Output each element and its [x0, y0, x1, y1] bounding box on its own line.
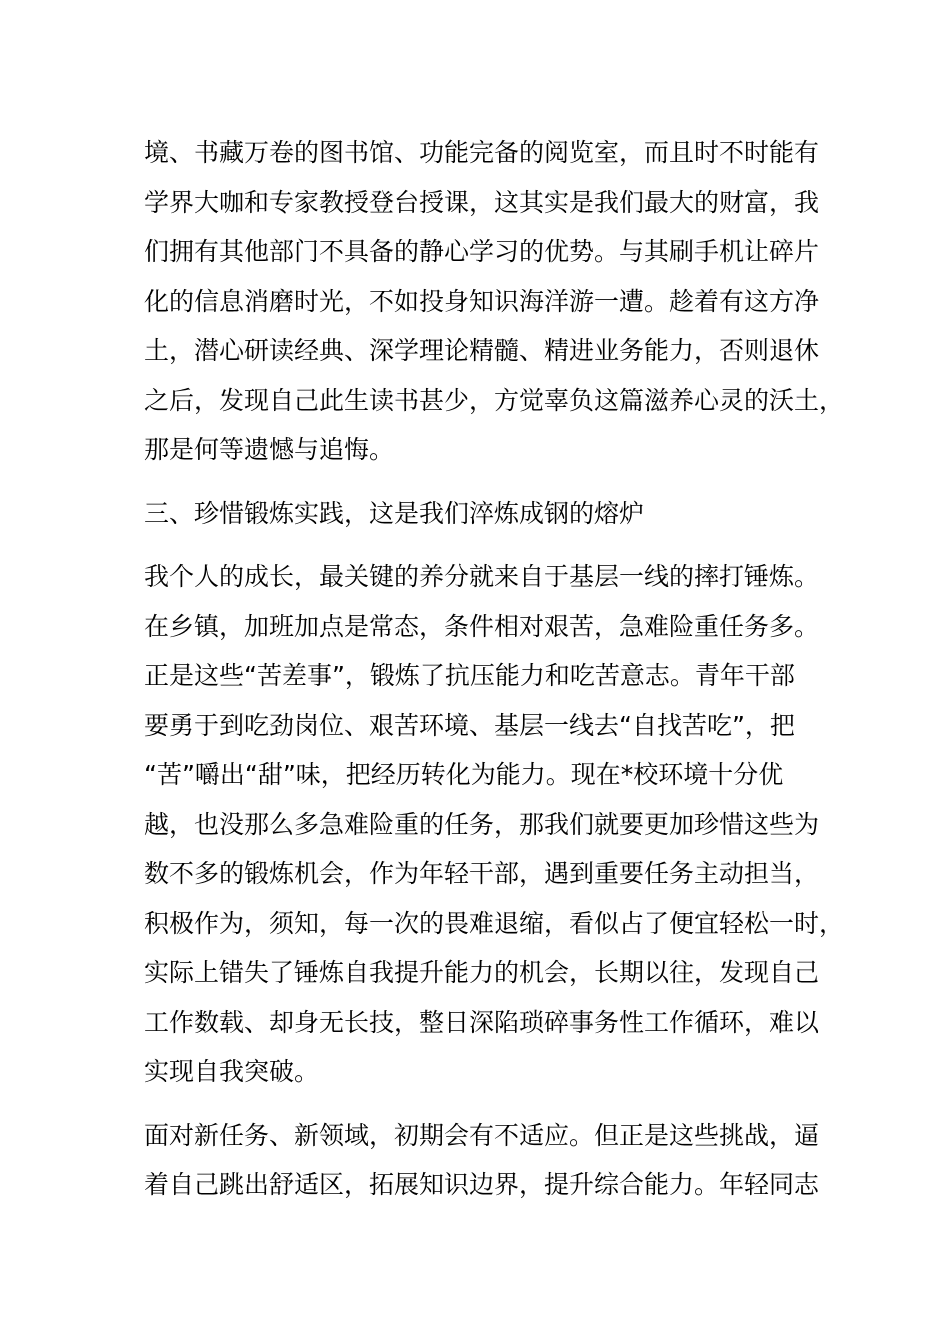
text-line: 在乡镇，加班加点是常态，条件相对艰苦，急难险重任务多。 — [144, 611, 820, 641]
text-line: 面对新任务、新领域，初期会有不适应。但正是这些挑战，逼 — [144, 1120, 820, 1150]
text-line: 要勇于到吃劲岗位、艰苦环境、基层一线去“自找苦吃”，把 — [144, 710, 795, 740]
text-line: 们拥有其他部门不具备的静心学习的优势。与其刷手机让碎片 — [144, 237, 820, 266]
paragraph-challenges — [144, 1111, 824, 1210]
document-body — [144, 128, 845, 1224]
section-heading-text: 三、珍惜锻炼实践，这是我们淬炼成钢的熔炉 — [144, 498, 645, 528]
text-line: 学界大咖和专家教授登台授课，这其实是我们最大的财富，我 — [144, 187, 820, 217]
section-heading — [144, 489, 824, 539]
text-line: 实现自我突破。 — [144, 1057, 320, 1086]
text-line: 我个人的成长，最关键的养分就来自于基层一线的摔打锤炼。 — [144, 562, 820, 591]
text-line: 越，也没那么多急难险重的任务，那我们就要更加珍惜这些为 — [144, 809, 820, 839]
text-line: 那是何等遗憾与追悔。 — [144, 435, 395, 464]
text-line: 正是这些“苦差事”，锻炼了抗压能力和吃苦意志。青年干部 — [144, 661, 795, 690]
text-line: 之后，发现自己此生读书甚少，方觉辜负这篇滋养心灵的沃土， — [144, 385, 845, 415]
text-line: 化的信息消磨时光，不如投身知识海洋游一遭。趁着有这方净 — [144, 286, 820, 316]
text-line: 着自己跳出舒适区，拓展知识边界，提升综合能力。年轻同志 — [144, 1170, 820, 1199]
text-line: 工作数载、却身无长技，整日深陷琐碎事务性工作循环，难以 — [144, 1007, 820, 1037]
text-line: 境、书藏万卷的图书馆、功能完备的阅览室，而且时不时能有 — [144, 138, 820, 167]
paragraph-practice — [144, 552, 845, 1097]
text-line: 积极作为，须知，每一次的畏难退缩，看似占了便宜轻松一时， — [144, 908, 845, 938]
text-line: 数不多的锻炼机会，作为年轻干部，遇到重要任务主动担当， — [144, 859, 820, 888]
text-line: 实际上错失了锤炼自我提升能力的机会，长期以往，发现自己 — [144, 958, 820, 987]
text-line: “苦”嚼出“甜”味，把经历转化为能力。现在*校环境十分优 — [144, 760, 784, 789]
paragraph-study — [144, 128, 845, 475]
text-line: 土，潜心研读经典、深学理论精髓、精进业务能力，否则退休 — [144, 336, 820, 365]
